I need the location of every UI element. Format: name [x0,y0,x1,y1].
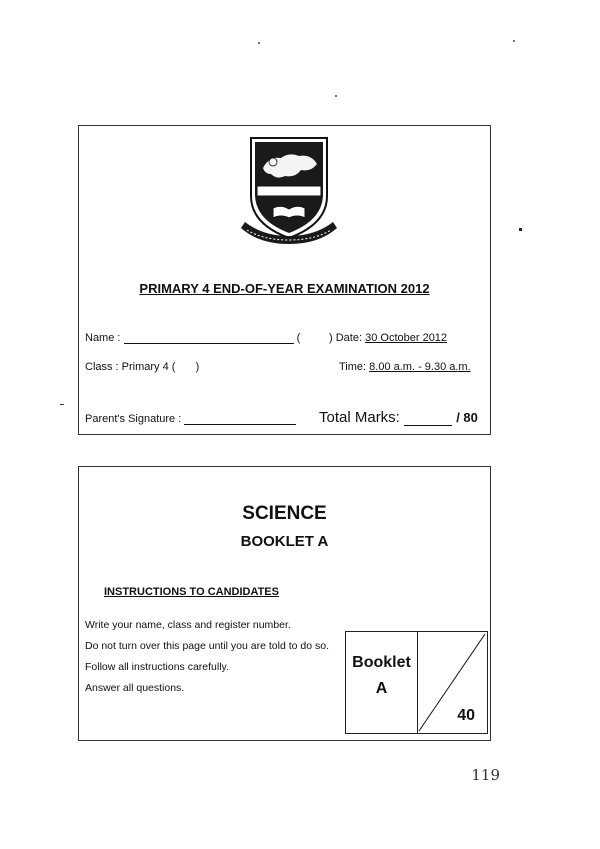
date-value: 30 October 2012 [365,332,448,344]
total-marks-row [319,409,478,426]
class-row [85,361,199,373]
subject-title: SCIENCE [242,503,327,524]
marks-diagonal-line [417,632,487,733]
instruction-item: Do not turn over this page until you are told to do so. [85,640,329,652]
register-open: ( [296,332,301,344]
class-label: Class : Primary 4 ( [85,361,176,373]
register-close: ) [329,332,333,344]
school-crest-logo [239,134,339,246]
scan-speck [519,228,522,231]
total-marks-field[interactable] [404,425,452,426]
booklet-marks-box [345,631,488,734]
date-label: Date: [335,332,363,344]
total-marks-max: / 80 [456,410,478,425]
handwritten-page-note: 119 [471,766,500,784]
exam-cover-section [78,125,491,435]
name-row [85,332,300,344]
scan-speck [335,95,337,97]
time-value: 8.00 a.m. - 9.30 a.m. [369,361,471,373]
total-marks-label: Total Marks: [319,409,400,426]
scan-speck [258,42,260,44]
scan-speck [60,404,64,405]
time-row [339,361,471,373]
instruction-item: Answer all questions. [85,682,185,694]
marks-box-max: 40 [457,707,475,724]
signature-row [85,413,296,425]
class-close: ) [195,361,200,373]
time-label: Time: [339,361,367,373]
instructions-heading: INSTRUCTIONS TO CANDIDATES [104,586,279,598]
scan-speck [513,40,515,42]
date-row [329,332,447,344]
name-label: Name : [85,332,121,344]
instruction-item: Follow all instructions carefully. [85,661,229,673]
booklet-section [78,466,491,741]
marks-box-label-2: A [375,680,388,697]
booklet-name: BOOKLET A [240,533,329,550]
exam-title: PRIMARY 4 END-OF-YEAR EXAMINATION 2012 [139,281,430,296]
name-field[interactable] [124,343,294,344]
marks-box-label-1: Booklet [352,654,411,671]
signature-label: Parent's Signature : [85,413,182,425]
signature-field[interactable] [184,424,296,425]
instruction-item: Write your name, class and register number. [85,619,291,631]
instructions-list [85,619,329,703]
